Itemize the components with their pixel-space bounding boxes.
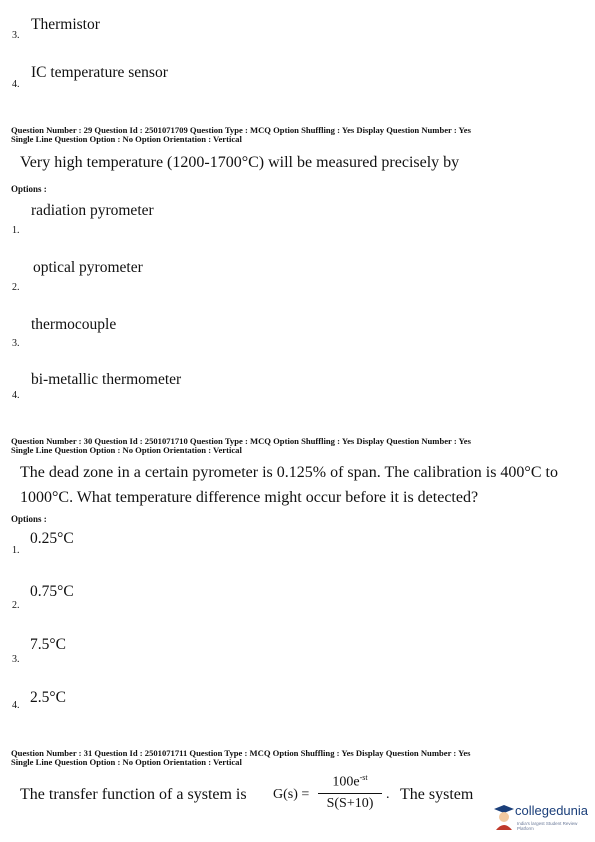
formula-end: . <box>386 787 390 802</box>
option-text: 7.5°C <box>30 636 66 653</box>
option-text: IC temperature sensor <box>31 64 168 81</box>
option-text: bi-metallic thermometer <box>31 371 182 388</box>
question-meta: Question Number : 31 Question Id : 2501071711 Question Type : MCQ Option Shuffling : Yes Display Question Number : Yes <box>11 748 471 758</box>
option-text: 2.5°C <box>30 689 66 706</box>
option-number: 2. <box>12 600 20 611</box>
option-number: 3. <box>12 338 20 349</box>
fraction-numerator: $100e^{-st}$ <box>332 773 368 790</box>
formula-lhs: G(s) = <box>273 787 310 802</box>
option-number: 4. <box>12 79 20 90</box>
question-text: The transfer function of a system is <box>20 786 247 803</box>
option-text: Thermistor <box>31 16 100 33</box>
option-text: radiation pyrometer <box>31 202 154 219</box>
option-number: 1. <box>12 225 20 236</box>
question-meta: Single Line Question Option : No Option Orientation : Vertical <box>11 445 242 455</box>
question-meta: Single Line Question Option : No Option Orientation : Vertical <box>11 134 242 144</box>
question-meta: Single Line Question Option : No Option Orientation : Vertical <box>11 757 242 767</box>
option-number: 1. <box>12 545 20 556</box>
logo-name: collegedunia <box>515 803 589 818</box>
logo-tagline: India's largest Student Review Platform <box>517 821 578 831</box>
question-text: The system <box>400 786 474 803</box>
option-number: 3. <box>12 30 20 41</box>
option-number: 2. <box>12 282 20 293</box>
transfer-function-fraction <box>318 773 382 812</box>
option-text: thermocouple <box>31 316 117 333</box>
option-text: optical pyrometer <box>33 259 143 276</box>
option-number: 4. <box>12 700 20 711</box>
options-label: Options : <box>11 514 47 524</box>
graduate-icon <box>493 803 515 831</box>
question-meta: Question Number : 29 Question Id : 2501071709 Question Type : MCQ Option Shuffling : Yes Display Question Number : Yes <box>11 125 471 135</box>
options-label: Options : <box>11 184 47 194</box>
question-text: The dead zone in a certain pyrometer is 0.125% of span. The calibration is 400°C to <box>20 464 558 481</box>
question-text: 1000°C. What temperature difference might occur before it is detected? <box>20 489 479 506</box>
collegedunia-logo <box>493 800 588 834</box>
question-text: Very high temperature (1200-1700°C) will be measured precisely by <box>20 154 460 171</box>
question-meta: Question Number : 30 Question Id : 2501071710 Question Type : MCQ Option Shuffling : Yes Display Question Number : Yes <box>11 436 471 446</box>
fraction-bar <box>318 793 382 794</box>
option-text: 0.25°C <box>30 530 74 547</box>
option-number: 4. <box>12 390 20 401</box>
fraction-denominator: S(S+10) <box>326 795 374 811</box>
option-text: 0.75°C <box>30 583 74 600</box>
option-number: 3. <box>12 654 20 665</box>
